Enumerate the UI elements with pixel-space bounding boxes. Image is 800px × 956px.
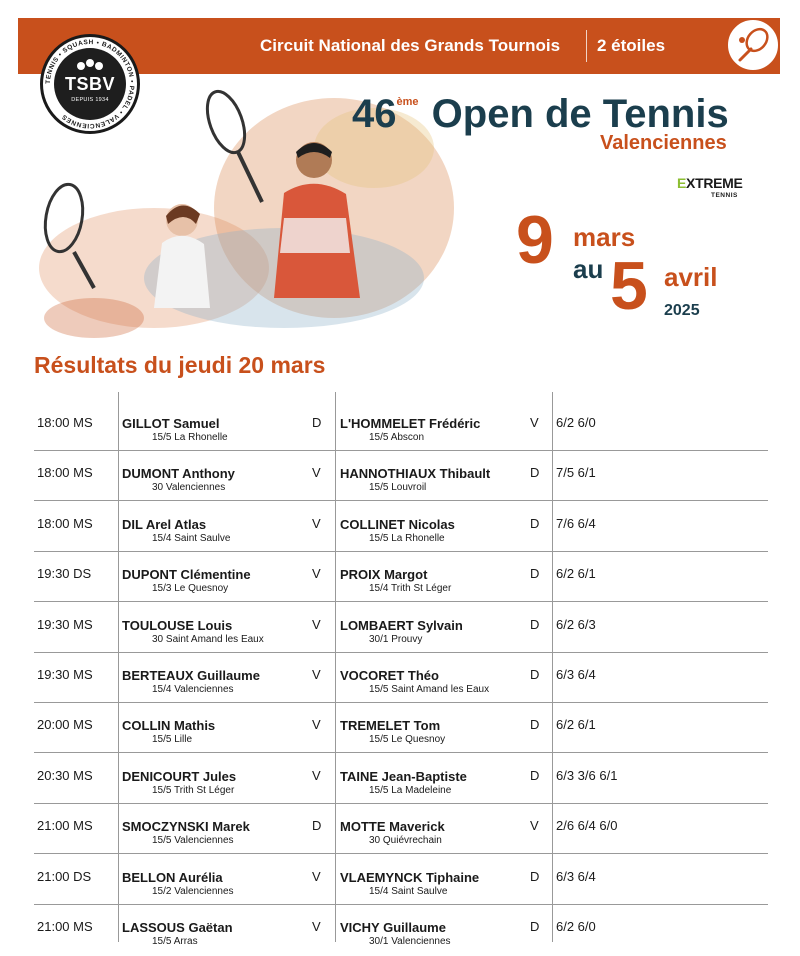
player-one-result: V bbox=[312, 515, 321, 531]
match-score: 6/3 6/4 bbox=[556, 868, 596, 884]
player-two-club: 15/5 La Rhonelle bbox=[369, 532, 445, 544]
player-two-result: D bbox=[530, 868, 540, 884]
table-row bbox=[0, 803, 800, 853]
player-one-result: V bbox=[312, 767, 321, 783]
table-row bbox=[0, 551, 800, 601]
player-two-result: D bbox=[530, 667, 540, 682]
match-time: 18:00 MS bbox=[37, 515, 93, 531]
match-time: 18:00 MS bbox=[37, 415, 93, 430]
player-two-club: 15/4 Trith St Léger bbox=[369, 583, 452, 595]
table-row bbox=[0, 854, 800, 904]
match-score: 6/2 6/0 bbox=[556, 919, 596, 934]
end-day: 5 bbox=[610, 248, 648, 324]
match-time: 21:00 MS bbox=[37, 919, 93, 934]
player-two-club: 30 Quiévrechain bbox=[369, 835, 442, 847]
match-time: 19:30 MS bbox=[37, 616, 93, 632]
table-row bbox=[0, 702, 800, 752]
event-name: Open de Tennis bbox=[431, 92, 729, 136]
player-two-club: 15/5 Saint Amand les Eaux bbox=[369, 684, 490, 695]
player-two-name: LOMBAERT Sylvain bbox=[340, 617, 463, 633]
player-two-club: 30/1 Valenciennes bbox=[369, 936, 451, 947]
match-time: 21:00 DS bbox=[37, 868, 92, 884]
player-one-club: 15/4 Valenciennes bbox=[152, 684, 234, 695]
circuit-label: Circuit National des Grands Tournois bbox=[260, 36, 561, 55]
event-city: Valenciennes bbox=[600, 132, 727, 154]
player-one-name: TOULOUSE Louis bbox=[122, 617, 233, 633]
table-row bbox=[0, 501, 800, 551]
match-score: 6/2 6/1 bbox=[556, 717, 596, 733]
player-one-result: D bbox=[312, 818, 322, 834]
player-one-result: V bbox=[312, 919, 321, 934]
player-two-club: 15/5 Le Quesnoy bbox=[369, 734, 446, 746]
match-score: 2/6 6/4 6/0 bbox=[556, 818, 618, 834]
player-one-club: 15/5 La Rhonelle bbox=[152, 432, 228, 443]
player-one-result: V bbox=[312, 717, 321, 733]
match-time: 19:30 MS bbox=[37, 667, 93, 682]
player-two-club: 15/5 Abscon bbox=[369, 432, 425, 443]
match-score: 6/3 6/4 bbox=[556, 667, 596, 682]
player-two-name: HANNOTHIAUX Thibault bbox=[340, 466, 491, 482]
player-one-club: 15/5 Arras bbox=[152, 936, 198, 947]
match-score: 7/6 6/4 bbox=[556, 515, 596, 531]
table-row bbox=[0, 602, 800, 652]
player-one-name: COLLIN Mathis bbox=[122, 718, 216, 734]
end-month: avril bbox=[664, 262, 718, 292]
event-title bbox=[352, 92, 752, 137]
player-one-club: 15/2 Valenciennes bbox=[152, 885, 234, 897]
player-two-club: 30/1 Prouvy bbox=[369, 633, 423, 645]
player-one-club: 30 Valenciennes bbox=[152, 482, 226, 494]
player-one-club: 15/4 Saint Saulve bbox=[152, 532, 231, 544]
player-two-name: TAINE Jean-Baptiste bbox=[340, 768, 467, 784]
logo-ring-text: TENNIS • SQUASH • BADMINTON • PADEL • VALENCIENNES bbox=[44, 38, 136, 130]
player-one-name: BELLON Aurélia bbox=[122, 869, 223, 885]
player-two-result: D bbox=[530, 767, 540, 783]
player-one-result: V bbox=[312, 566, 321, 582]
table-row bbox=[0, 652, 800, 702]
player-one-name: DIL Arel Atlas bbox=[122, 516, 207, 532]
match-score: 7/5 6/1 bbox=[556, 465, 596, 481]
table-row bbox=[0, 904, 800, 954]
player-one-club: 15/5 Valenciennes bbox=[152, 835, 234, 847]
match-time: 19:30 DS bbox=[37, 566, 92, 582]
player-two-club: 15/4 Saint Saulve bbox=[369, 885, 448, 897]
player-one-name: GILLOT Samuel bbox=[122, 416, 220, 431]
player-two-result: D bbox=[530, 566, 540, 582]
results-heading: Résultats du jeudi 20 mars bbox=[34, 352, 326, 378]
player-two-club: 15/5 Louvroil bbox=[369, 482, 427, 494]
tennis-racket-icon bbox=[726, 18, 780, 72]
logo-since: DEPUIS 1934 bbox=[71, 97, 109, 103]
event-year: 2025 bbox=[664, 302, 700, 319]
player-one-name: SMOCZYNSKI Marek bbox=[122, 819, 250, 835]
player-two-name: PROIX Margot bbox=[340, 567, 428, 583]
player-two-name: COLLINET Nicolas bbox=[340, 516, 455, 532]
sponsor-sub: TENNIS bbox=[711, 192, 738, 199]
match-time: 20:30 MS bbox=[37, 767, 93, 783]
table-row bbox=[0, 450, 800, 500]
edition-suffix: ème bbox=[396, 96, 419, 108]
player-one-result: V bbox=[312, 667, 321, 682]
player-two-name: VICHY Guillaume bbox=[340, 920, 446, 935]
player-two-result: D bbox=[530, 515, 540, 531]
match-time: 21:00 MS bbox=[37, 818, 93, 834]
player-one-result: D bbox=[312, 415, 322, 430]
date-connector: au bbox=[573, 254, 604, 284]
match-score: 6/2 6/0 bbox=[556, 415, 596, 430]
player-two-name: MOTTE Maverick bbox=[340, 819, 445, 835]
player-two-result: D bbox=[530, 717, 540, 733]
player-one-club: 15/5 Trith St Léger bbox=[152, 784, 235, 796]
player-two-name: L'HOMMELET Frédéric bbox=[340, 416, 481, 431]
player-two-club: 15/5 La Madeleine bbox=[369, 784, 452, 796]
player-two-result: V bbox=[530, 415, 539, 430]
stars-label: 2 étoiles bbox=[597, 36, 666, 55]
sponsor-logo bbox=[677, 175, 749, 205]
match-time: 18:00 MS bbox=[37, 465, 93, 481]
player-two-name: VLAEMYNCK Tiphaine bbox=[340, 869, 480, 885]
player-two-result: D bbox=[530, 465, 540, 481]
player-one-result: V bbox=[312, 616, 321, 632]
player-one-result: V bbox=[312, 465, 321, 481]
player-one-name: DUMONT Anthony bbox=[122, 466, 235, 482]
sponsor-first-letter: E bbox=[677, 175, 687, 191]
start-day: 9 bbox=[516, 202, 554, 278]
player-two-name: TREMELET Tom bbox=[340, 718, 441, 734]
player-one-name: DENICOURT Jules bbox=[122, 768, 237, 784]
player-one-name: LASSOUS Gaëtan bbox=[122, 920, 233, 935]
player-one-club: 15/5 Lille bbox=[152, 734, 193, 746]
player-two-result: D bbox=[530, 616, 540, 632]
sponsor-name: XTREME bbox=[686, 175, 743, 191]
logo-brand: TSBV bbox=[64, 74, 115, 94]
match-score: 6/2 6/1 bbox=[556, 566, 596, 582]
player-one-club: 15/3 Le Quesnoy bbox=[152, 583, 229, 595]
player-one-name: DUPONT Clémentine bbox=[122, 567, 251, 583]
player-one-club: 30 Saint Amand les Eaux bbox=[152, 633, 264, 645]
player-two-result: D bbox=[530, 919, 540, 934]
table-row bbox=[0, 400, 800, 450]
match-score: 6/3 3/6 6/1 bbox=[556, 767, 618, 783]
player-one-name: BERTEAUX Guillaume bbox=[122, 668, 260, 683]
player-two-name: VOCORET Théo bbox=[340, 668, 439, 683]
start-month: mars bbox=[573, 222, 636, 252]
player-two-result: V bbox=[530, 818, 539, 834]
player-one-result: V bbox=[312, 868, 321, 884]
match-time: 20:00 MS bbox=[37, 717, 93, 733]
table-row bbox=[0, 753, 800, 803]
header-divider bbox=[586, 30, 587, 62]
match-score: 6/2 6/3 bbox=[556, 616, 596, 632]
edition-number: 46 bbox=[352, 92, 397, 136]
